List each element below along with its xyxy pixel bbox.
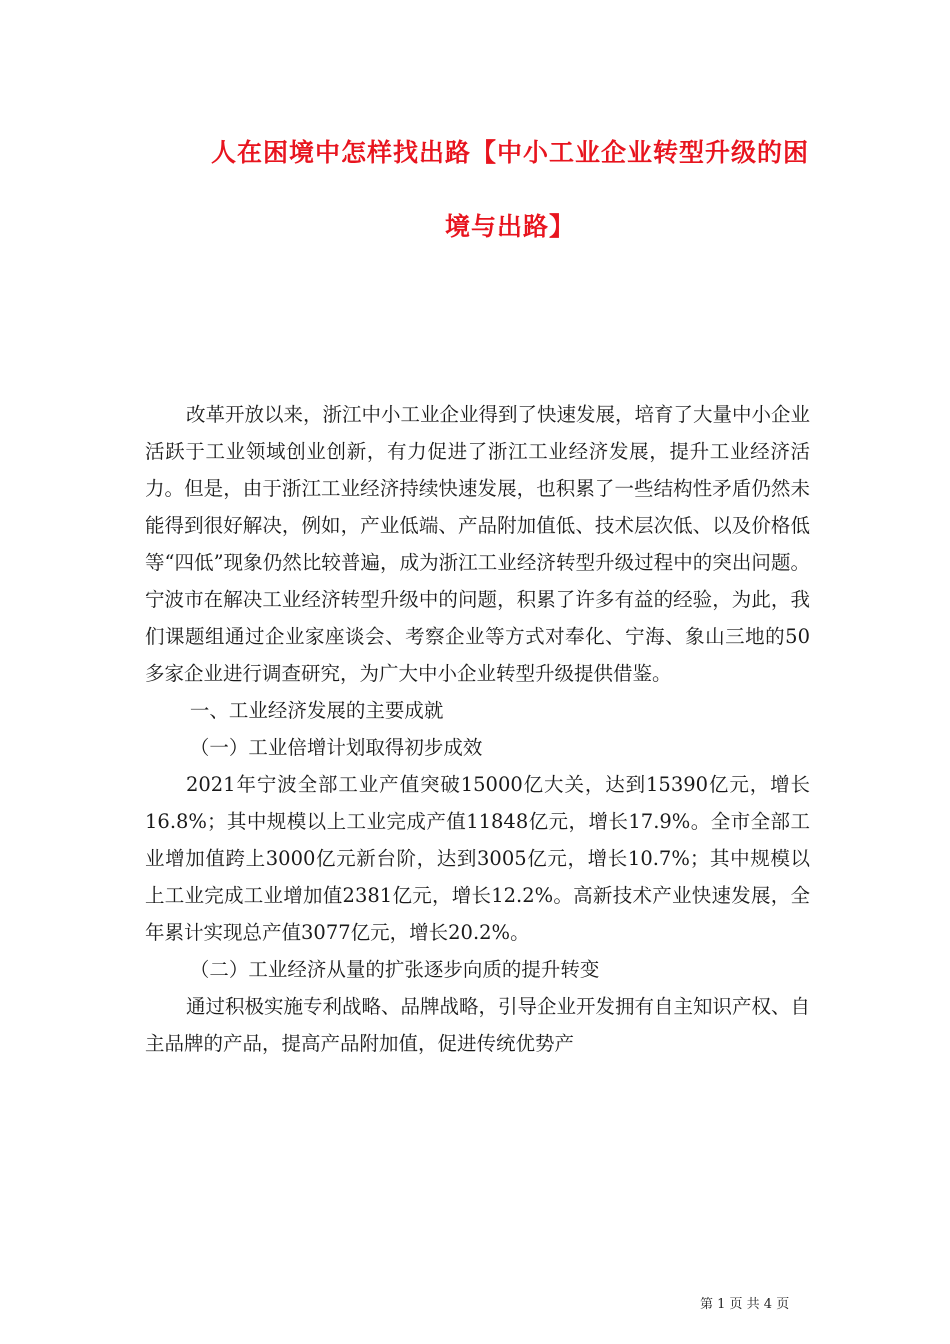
- page-number-footer: 第 1 页 共 4 页: [700, 1297, 790, 1312]
- intro-paragraph: 改革开放以来，浙江中小工业企业得到了快速发展，培育了大量中小企业活跃于工业领域创业创新，有力促进了浙江工业经济发展，提升工业经济活力。但是，由于浙江工业经济持续快速发展，也积累了一些结构性矛盾仍然未能得到很好解决，例如，产业低端、产品附加值低、技术层次低、以及价格低等“四低”现象仍然比较普遍，成为浙江工业经济转型升级过程中的突出问题。宁波市在解决工业经济转型升级中的问题，积累了许多有益的经验，为此，我们课题组通过企业家座谈会、考察企业等方式对奉化、宁海、象山三地的50多家企业进行调查研究，为广大中小企业转型升级提供借鉴。: [145, 403, 810, 685]
- statistics-paragraph: 2021年宁波全部工业产值突破15000亿大关，达到15390亿元，增长16.8%；其中规模以上工业完成产值11848亿元，增长17.9%。全市全部工业增加值跨上3000亿元新台阶，达到3005亿元，增长10.7%；其中规模以上工业完成工业增加值2381亿元，增长12.2%。高新技术产业快速发展，全年累计实现总产值3077亿元，增长20.2%。: [145, 773, 810, 944]
- document-title-line-1: 人在困境中怎样找出路【中小工业企业转型升级的困: [210, 138, 809, 167]
- document-body: [145, 396, 810, 1062]
- strategy-paragraph: 通过积极实施专利战略、品牌战略，引导企业开发拥有自主知识产权、自主品牌的产品，提高产品附加值，促进传统优势产: [145, 995, 810, 1055]
- document-title-line-2: 境与出路】: [444, 212, 575, 241]
- subsection-heading-1: （一）工业倍增计划取得初步成效: [189, 736, 483, 759]
- subsection-heading-2: （二）工业经济从量的扩张逐步向质的提升转变: [189, 958, 600, 981]
- section-heading-1: 一、工业经济发展的主要成就: [189, 699, 444, 722]
